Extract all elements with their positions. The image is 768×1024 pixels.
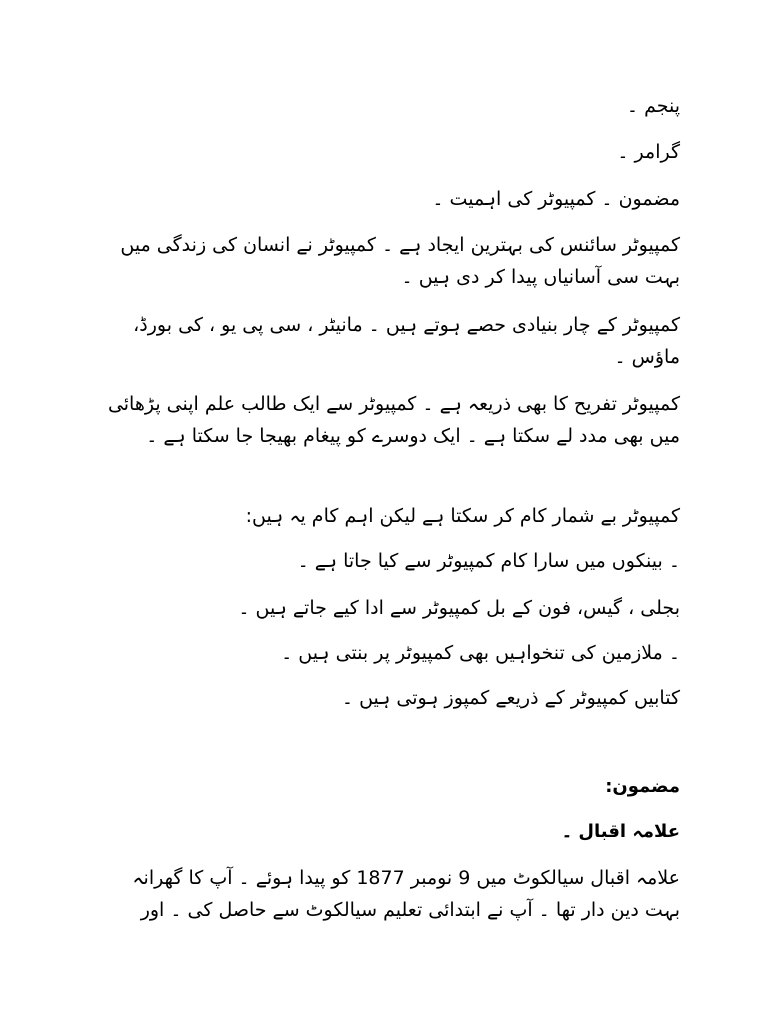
uses-intro: کمپیوٹر بے شمار کام کر سکتا ہے لیکن اہم کام یہ ہیں: <box>245 505 680 527</box>
subject-line: گرامر ۔ <box>617 141 680 163</box>
use-item-bills: بجلی ، گیس، فون کے بل کمپیوٹر سے ادا کیے جاتے ہیں ۔ <box>238 597 680 619</box>
essay2-heading: مضمون: <box>605 776 680 797</box>
document-page <box>96 0 680 1024</box>
use-item-salaries: ۔ ملازمین کی تنخواہیں بھی کمپیوٹر پر بنتی ہیں ۔ <box>281 642 680 664</box>
paragraph-parts: کمپیوٹر کے چار بنیادی حصے ہوتے ہیں ۔ مانیٹر ، سی پی یو ، کی بورڈ، ماؤس ۔ <box>133 314 680 368</box>
paragraph-entertainment: کمپیوٹر تفریح کا بھی ذریعہ ہے ۔ کمپیوٹر سے ایک طالب علم اپنی پڑھائی میں بھی مدد لے سکتا ہے ۔ ایک دوسرے کو پیغام بھیجا جا سکتا ہے ۔ <box>107 393 680 447</box>
essay2-title: علامہ اقبال ۔ <box>561 821 680 842</box>
use-item-books: کتابیں کمپیوٹر کے ذریعے کمپوز ہوتی ہیں ۔ <box>341 687 680 709</box>
paragraph-intro: کمپیوٹر سائنس کی بہترین ایجاد ہے ۔ کمپیوٹر نے انسان کی زندگی میں بہت سی آسانیاں پیدا کر دی ہیں ۔ <box>120 234 680 288</box>
use-item-banks: ۔ بینکوں میں سارا کام کمپیوٹر سے کیا جاتا ہے ۔ <box>297 550 680 572</box>
essay-title: مضمون ۔ کمپیوٹر کی اہمیت ۔ <box>432 188 680 210</box>
class-line: پنجم ۔ <box>626 95 680 117</box>
paragraph-iqbal: علامہ اقبال سیالکوٹ میں 9 نومبر 1877 کو پیدا ہوئے ۔ آپ کا گھرانہ بہت دین دار تھا ۔ آپ نے ابتدائی تعلیم سیالکوٹ سے حاصل کی ۔ اور <box>132 867 680 921</box>
